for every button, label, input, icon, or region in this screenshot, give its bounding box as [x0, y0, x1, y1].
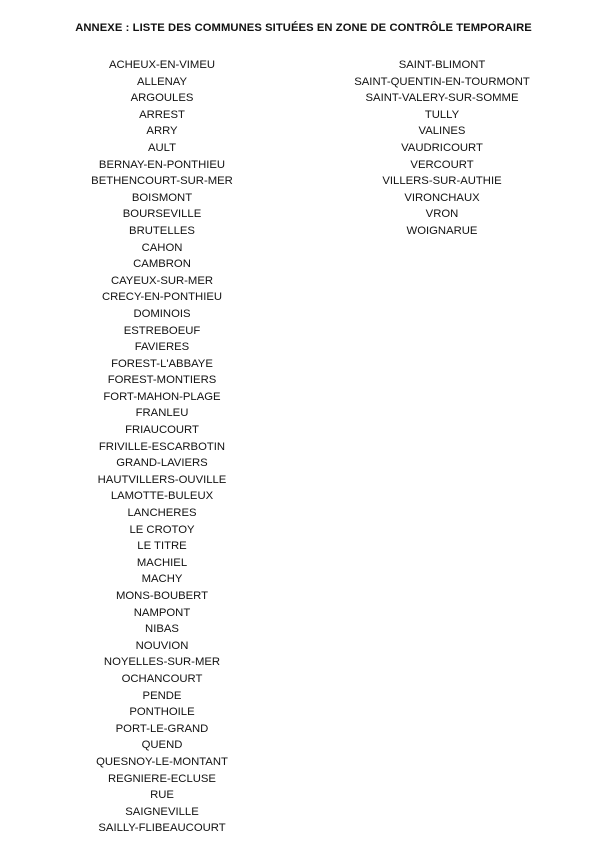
- commune-item: CAHON: [141, 241, 183, 254]
- commune-item: VERCOURT: [410, 158, 474, 171]
- commune-item: VIRONCHAUX: [404, 191, 480, 204]
- commune-item: FRIVILLE-ESCARBOTIN: [98, 440, 226, 453]
- commune-item: BETHENCOURT-SUR-MER: [91, 175, 233, 188]
- commune-item: GRAND-LAVIERS: [116, 457, 208, 470]
- communes-list-right: [342, 57, 542, 240]
- commune-item: ACHEUX-EN-VIMEU: [108, 59, 216, 71]
- commune-item: BERNAY-EN-PONTHIEU: [98, 158, 226, 171]
- commune-item: ALLENAY: [136, 75, 188, 88]
- commune-item: CAYEUX-SUR-MER: [110, 274, 214, 287]
- commune-item: OCHANCOURT: [121, 672, 203, 685]
- commune-item: FOREST-MONTIERS: [107, 374, 217, 387]
- commune-item: FRIAUCOURT: [125, 424, 199, 437]
- commune-item: LE TITRE: [137, 540, 187, 553]
- commune-item: CAMBRON: [133, 258, 191, 271]
- commune-item: FAVIERES: [134, 341, 190, 354]
- communes-list-left: [62, 57, 262, 837]
- commune-item: RUE: [150, 789, 174, 802]
- commune-item: BOURSEVILLE: [122, 208, 202, 221]
- commune-item: NOUVION: [135, 639, 189, 652]
- commune-item: PENDE: [142, 689, 182, 702]
- commune-item: PONTHOILE: [129, 706, 195, 719]
- commune-item: VRON: [425, 208, 459, 221]
- commune-item: QUESNOY-LE-MONTANT: [96, 755, 228, 768]
- commune-item: LAMOTTE-BULEUX: [110, 490, 214, 503]
- commune-item: FOREST-L'ABBAYE: [111, 357, 213, 370]
- commune-item: SAIGNEVILLE: [125, 805, 199, 818]
- commune-item: SAINT-BLIMONT: [398, 59, 486, 71]
- commune-item: ARGOULES: [130, 92, 194, 105]
- commune-item: BOISMONT: [131, 191, 193, 204]
- commune-item: SAILLY-FLIBEAUCOURT: [98, 822, 226, 835]
- commune-item: REGNIERE-ECLUSE: [108, 772, 216, 785]
- commune-item: PORT-LE-GRAND: [115, 722, 209, 735]
- commune-item: QUEND: [141, 739, 183, 752]
- commune-item: MACHY: [141, 573, 183, 586]
- commune-item: WOIGNARUE: [406, 224, 478, 237]
- commune-item: FORT-MAHON-PLAGE: [103, 390, 221, 403]
- commune-item: TULLY: [424, 108, 460, 121]
- commune-item: DOMINOIS: [133, 307, 191, 320]
- commune-item: NIBAS: [145, 623, 179, 636]
- commune-item: NOYELLES-SUR-MER: [103, 656, 221, 669]
- commune-item: VALINES: [418, 125, 466, 138]
- commune-item: LE CROTOY: [129, 523, 195, 536]
- commune-item: MONS-BOUBERT: [115, 590, 209, 602]
- commune-item: NAMPONT: [133, 606, 191, 619]
- commune-item: SAINT-VALERY-SUR-SOMME: [365, 92, 519, 105]
- commune-item: MACHIEL: [136, 556, 188, 569]
- commune-item: VILLERS-SUR-AUTHIE: [382, 175, 502, 188]
- page-title: ANNEXE : LISTE DES COMMUNES SITUÉES EN ZONE DE CONTRÔLE TEMPORAIRE: [75, 22, 532, 34]
- commune-item: VAUDRICOURT: [401, 141, 483, 154]
- commune-item: SAINT-QUENTIN-EN-TOURMONT: [354, 75, 530, 88]
- commune-item: BRUTELLES: [129, 224, 195, 237]
- commune-item: CRECY-EN-PONTHIEU: [101, 291, 223, 304]
- commune-item: AULT: [147, 141, 177, 154]
- commune-item: HAUTVILLERS-OUVILLE: [97, 473, 227, 486]
- commune-item: ARREST: [139, 108, 185, 121]
- commune-item: FRANLEU: [135, 407, 189, 420]
- commune-item: ARRY: [146, 125, 178, 138]
- commune-item: ESTREBOEUF: [123, 324, 201, 337]
- commune-item: LANCHERES: [127, 507, 197, 520]
